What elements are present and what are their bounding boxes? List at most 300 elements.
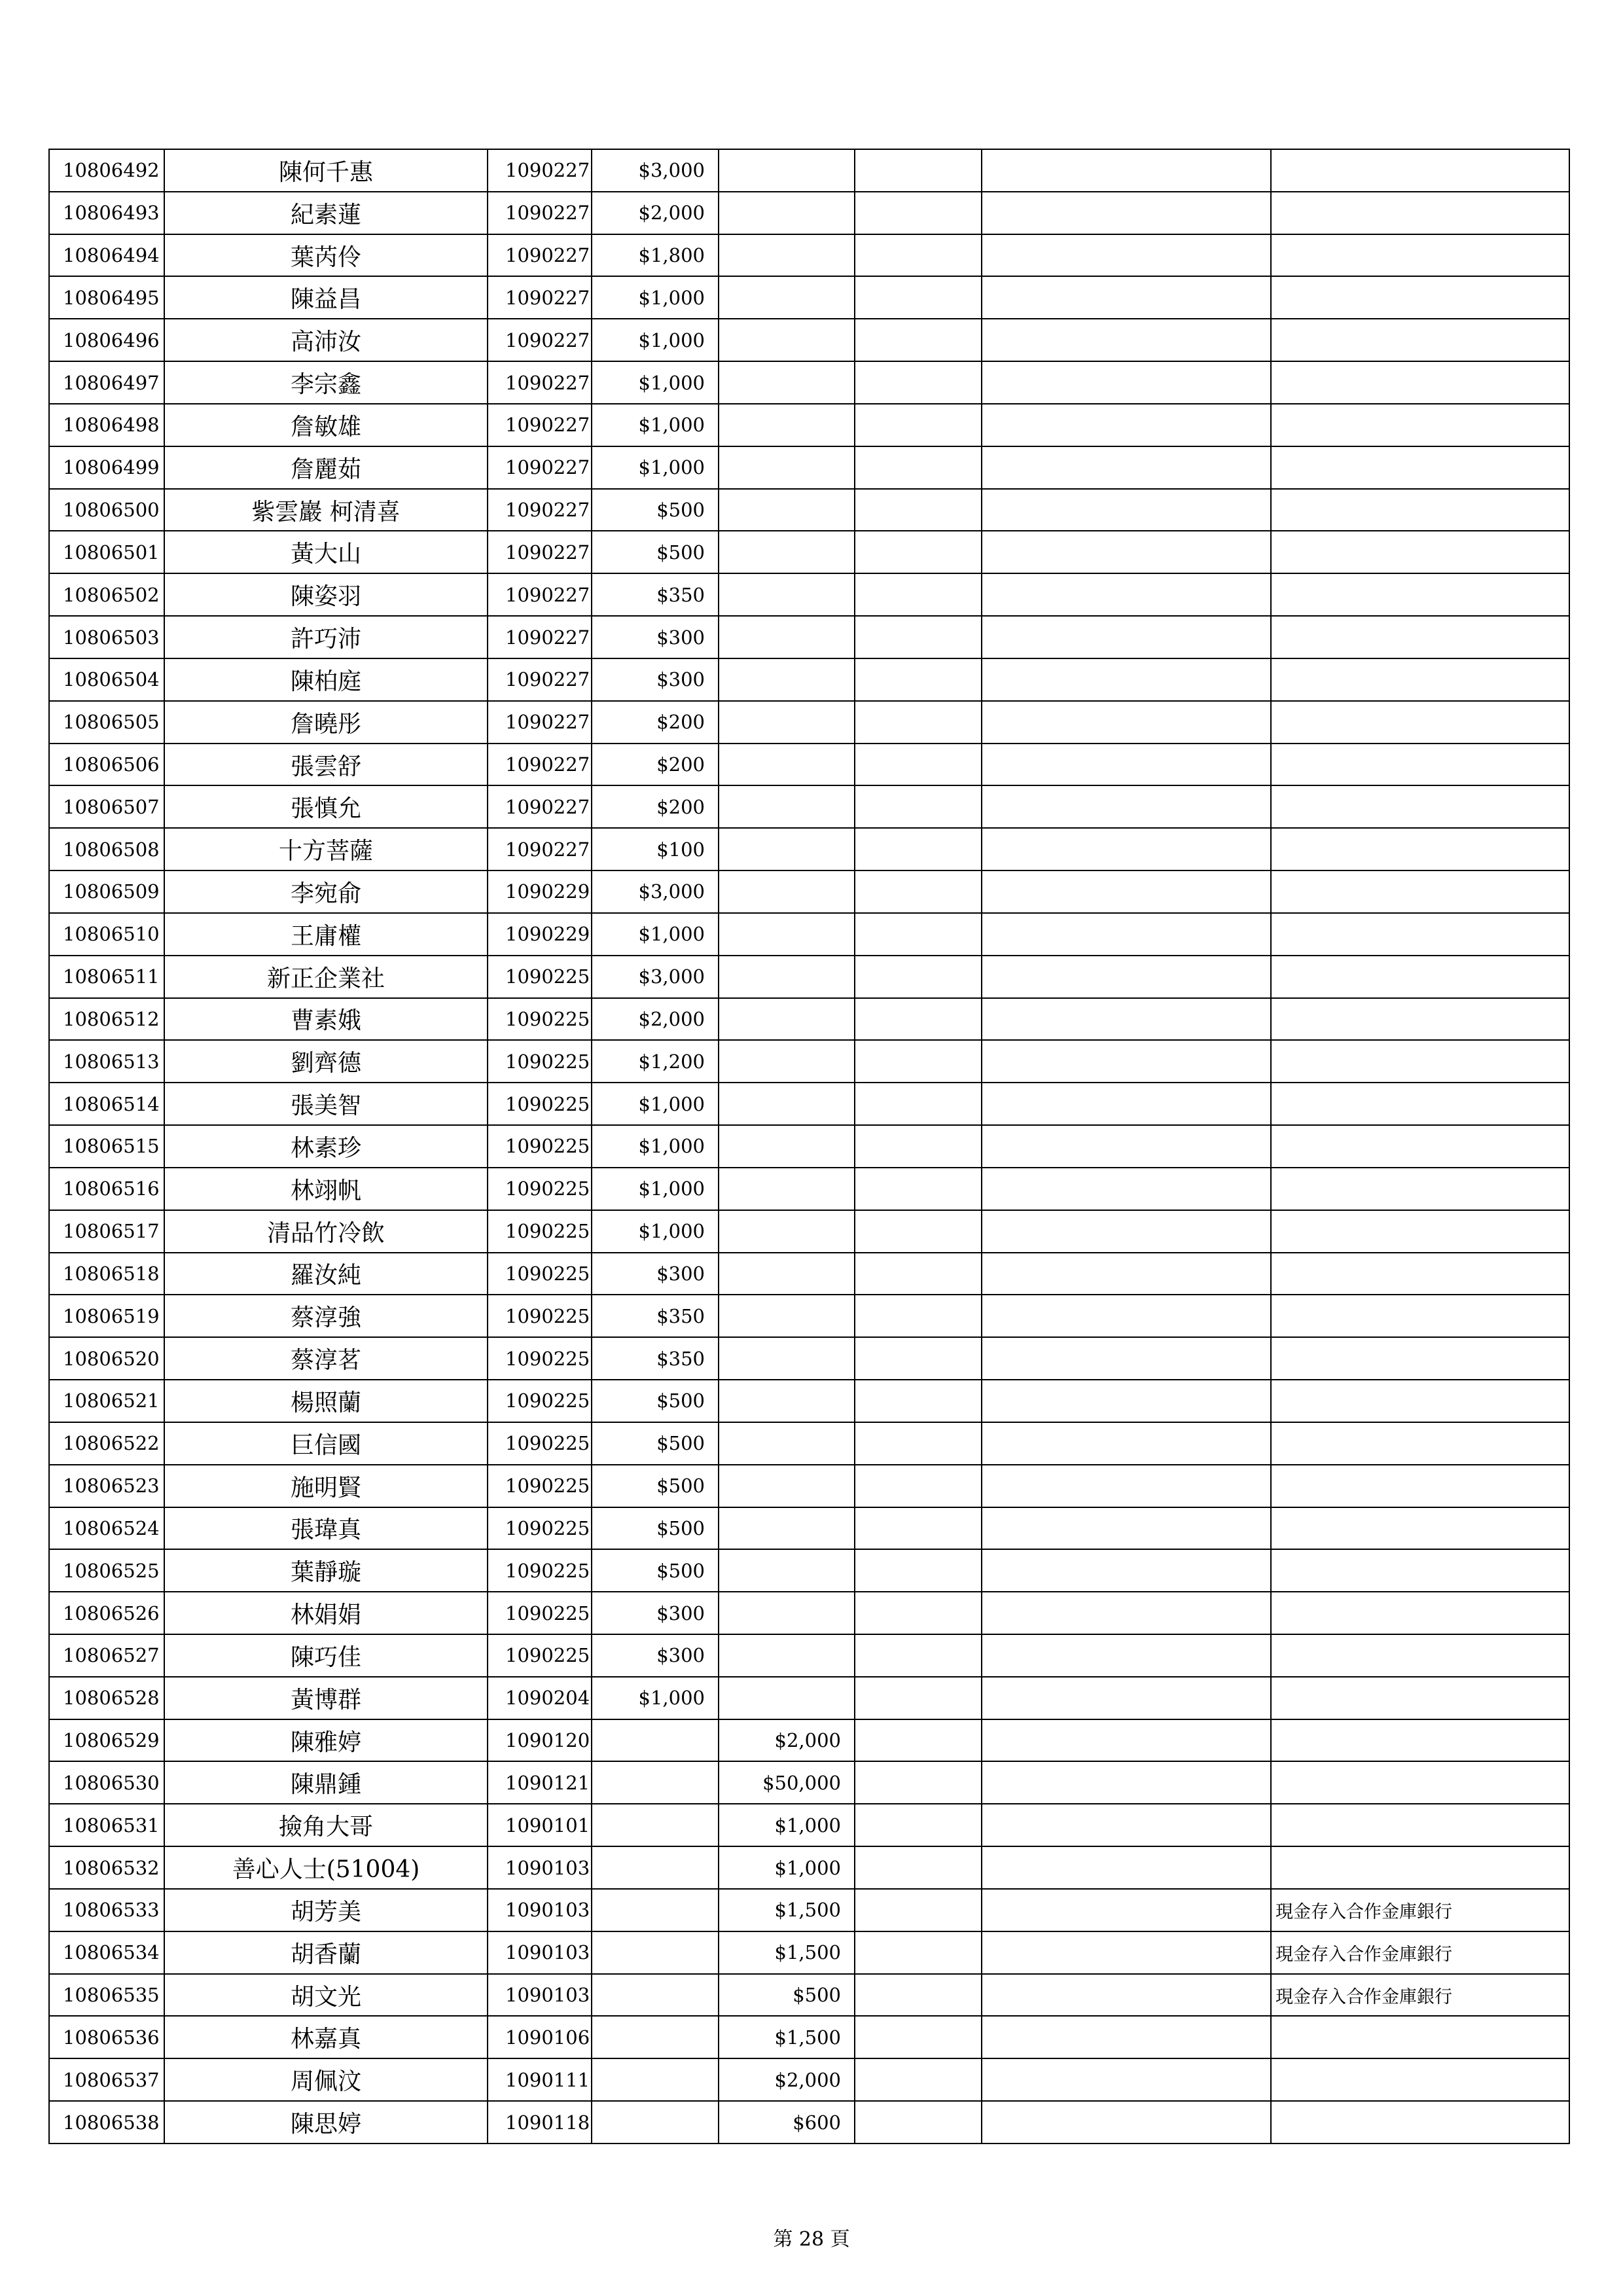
amount-cell	[592, 1846, 719, 1889]
amount-cell-secondary: $1,500	[719, 1931, 855, 1974]
amount-cell: $1,000	[592, 1210, 719, 1253]
table-row	[49, 1761, 1569, 1804]
amount-cell: $300	[592, 616, 719, 658]
receipt-number-cell: 10806530	[49, 1761, 164, 1804]
table-row	[49, 2058, 1569, 2101]
empty-cell	[855, 998, 982, 1041]
amount-cell-secondary	[719, 573, 855, 616]
amount-cell	[592, 1761, 719, 1804]
date-cell: 1090121	[488, 1761, 592, 1804]
empty-cell	[982, 1337, 1271, 1380]
note-cell	[1271, 913, 1569, 956]
table-row	[49, 531, 1569, 573]
table-row	[49, 956, 1569, 998]
empty-cell	[982, 1804, 1271, 1846]
note-cell	[1271, 192, 1569, 234]
note-cell	[1271, 2058, 1569, 2101]
amount-cell: $500	[592, 1549, 719, 1592]
receipt-number-cell: 10806497	[49, 361, 164, 404]
note-cell	[1271, 276, 1569, 319]
empty-cell	[982, 1210, 1271, 1253]
receipt-number-cell: 10806532	[49, 1846, 164, 1889]
donor-name-cell: 李宛俞	[164, 870, 488, 913]
empty-cell	[855, 1804, 982, 1846]
amount-cell-secondary	[719, 998, 855, 1041]
date-cell: 1090227	[488, 149, 592, 192]
empty-cell	[982, 1125, 1271, 1168]
table-row	[49, 192, 1569, 234]
date-cell: 1090227	[488, 361, 592, 404]
empty-cell	[855, 1507, 982, 1550]
amount-cell-secondary	[719, 828, 855, 870]
amount-cell: $500	[592, 531, 719, 573]
empty-cell	[855, 361, 982, 404]
page-number: 第 28 頁	[773, 2228, 850, 2251]
donor-name-cell: 高沛汝	[164, 319, 488, 361]
amount-cell: $2,000	[592, 192, 719, 234]
table-row	[49, 1465, 1569, 1507]
amount-cell-secondary	[719, 531, 855, 573]
date-cell: 1090227	[488, 573, 592, 616]
note-cell	[1271, 1592, 1569, 1634]
empty-cell	[982, 1040, 1271, 1083]
receipt-number-cell: 10806523	[49, 1465, 164, 1507]
receipt-number-cell: 10806538	[49, 2101, 164, 2144]
donor-name-cell: 陳鼎鍾	[164, 1761, 488, 1804]
donor-name-cell: 張美智	[164, 1083, 488, 1125]
receipt-number-cell: 10806518	[49, 1253, 164, 1295]
donor-name-cell: 黃博群	[164, 1677, 488, 1719]
empty-cell	[982, 744, 1271, 786]
amount-cell: $100	[592, 828, 719, 870]
empty-cell	[855, 1592, 982, 1634]
empty-cell	[982, 1465, 1271, 1507]
date-cell: 1090229	[488, 913, 592, 956]
date-cell: 1090118	[488, 2101, 592, 2144]
note-cell	[1271, 531, 1569, 573]
empty-cell	[855, 870, 982, 913]
amount-cell: $1,800	[592, 234, 719, 277]
table-row	[49, 361, 1569, 404]
empty-cell	[982, 1931, 1271, 1974]
empty-cell	[855, 1549, 982, 1592]
amount-cell: $350	[592, 1295, 719, 1337]
receipt-number-cell: 10806528	[49, 1677, 164, 1719]
amount-cell	[592, 1974, 719, 2017]
table-row	[49, 319, 1569, 361]
donor-name-cell: 詹麗茹	[164, 446, 488, 489]
receipt-number-cell: 10806533	[49, 1889, 164, 1931]
table-row	[49, 1974, 1569, 2017]
empty-cell	[982, 1083, 1271, 1125]
amount-cell: $1,000	[592, 1083, 719, 1125]
amount-cell: $1,000	[592, 1125, 719, 1168]
note-cell	[1271, 1210, 1569, 1253]
amount-cell-secondary	[719, 701, 855, 744]
date-cell: 1090106	[488, 2016, 592, 2058]
empty-cell	[855, 234, 982, 277]
empty-cell	[982, 616, 1271, 658]
donor-name-cell: 胡香蘭	[164, 1931, 488, 1974]
table-row	[49, 1549, 1569, 1592]
empty-cell	[855, 319, 982, 361]
empty-cell	[855, 1210, 982, 1253]
empty-cell	[982, 956, 1271, 998]
donor-name-cell: 楊照蘭	[164, 1380, 488, 1422]
note-cell	[1271, 744, 1569, 786]
date-cell: 1090225	[488, 1592, 592, 1634]
table-row	[49, 1719, 1569, 1762]
note-cell	[1271, 489, 1569, 531]
empty-cell	[982, 913, 1271, 956]
amount-cell-secondary	[719, 1295, 855, 1337]
amount-cell	[592, 2058, 719, 2101]
note-cell	[1271, 1549, 1569, 1592]
empty-cell	[855, 1931, 982, 1974]
note-cell	[1271, 870, 1569, 913]
table-row	[49, 2101, 1569, 2144]
donor-name-cell: 張瑋真	[164, 1507, 488, 1550]
date-cell: 1090227	[488, 276, 592, 319]
empty-cell	[982, 573, 1271, 616]
note-cell	[1271, 1677, 1569, 1719]
note-cell	[1271, 1380, 1569, 1422]
receipt-number-cell: 10806505	[49, 701, 164, 744]
empty-cell	[855, 192, 982, 234]
note-cell	[1271, 998, 1569, 1041]
receipt-number-cell: 10806535	[49, 1974, 164, 2017]
receipt-number-cell: 10806534	[49, 1931, 164, 1974]
table-row	[49, 1931, 1569, 1974]
table-row	[49, 1040, 1569, 1083]
amount-cell	[592, 2101, 719, 2144]
amount-cell-secondary	[719, 1083, 855, 1125]
date-cell: 1090227	[488, 446, 592, 489]
empty-cell	[982, 1549, 1271, 1592]
note-cell	[1271, 361, 1569, 404]
receipt-number-cell: 10806493	[49, 192, 164, 234]
donor-name-cell: 善心人士(51004)	[164, 1846, 488, 1889]
date-cell: 1090101	[488, 1804, 592, 1846]
amount-cell	[592, 2016, 719, 2058]
empty-cell	[982, 446, 1271, 489]
empty-cell	[855, 1380, 982, 1422]
amount-cell-secondary	[719, 616, 855, 658]
empty-cell	[982, 149, 1271, 192]
receipt-number-cell: 10806515	[49, 1125, 164, 1168]
amount-cell-secondary: $1,500	[719, 1889, 855, 1931]
note-cell	[1271, 319, 1569, 361]
empty-cell	[855, 828, 982, 870]
empty-cell	[982, 1677, 1271, 1719]
amount-cell: $1,000	[592, 1677, 719, 1719]
amount-cell: $300	[592, 1592, 719, 1634]
empty-cell	[982, 361, 1271, 404]
note-cell: 現金存入合作金庫銀行	[1271, 1974, 1569, 2017]
note-cell	[1271, 1168, 1569, 1210]
date-cell: 1090227	[488, 701, 592, 744]
table-row	[49, 1804, 1569, 1846]
table-row	[49, 1422, 1569, 1465]
donor-name-cell: 黃大山	[164, 531, 488, 573]
empty-cell	[855, 1295, 982, 1337]
amount-cell	[592, 1804, 719, 1846]
receipt-number-cell: 10806507	[49, 785, 164, 828]
empty-cell	[855, 616, 982, 658]
amount-cell: $1,000	[592, 446, 719, 489]
empty-cell	[982, 870, 1271, 913]
date-cell: 1090103	[488, 1846, 592, 1889]
table-row	[49, 276, 1569, 319]
donor-name-cell: 蔡淳茗	[164, 1337, 488, 1380]
receipt-number-cell: 10806500	[49, 489, 164, 531]
note-cell	[1271, 1804, 1569, 1846]
donor-name-cell: 胡文光	[164, 1974, 488, 2017]
empty-cell	[982, 1889, 1271, 1931]
note-cell	[1271, 234, 1569, 277]
amount-cell-secondary	[719, 149, 855, 192]
empty-cell	[855, 1253, 982, 1295]
table-body	[49, 149, 1569, 2144]
empty-cell	[982, 785, 1271, 828]
empty-cell	[855, 2101, 982, 2144]
donor-name-cell: 巨信國	[164, 1422, 488, 1465]
empty-cell	[855, 1974, 982, 2017]
empty-cell	[855, 744, 982, 786]
table-row	[49, 870, 1569, 913]
donor-name-cell: 陳姿羽	[164, 573, 488, 616]
receipt-number-cell: 10806504	[49, 658, 164, 701]
amount-cell-secondary	[719, 913, 855, 956]
receipt-number-cell: 10806517	[49, 1210, 164, 1253]
note-cell	[1271, 828, 1569, 870]
amount-cell: $350	[592, 1337, 719, 1380]
empty-cell	[855, 1761, 982, 1804]
empty-cell	[855, 1083, 982, 1125]
date-cell: 1090225	[488, 1083, 592, 1125]
donor-name-cell: 林娟娟	[164, 1592, 488, 1634]
note-cell: 現金存入合作金庫銀行	[1271, 1931, 1569, 1974]
donor-name-cell: 林嘉真	[164, 2016, 488, 2058]
empty-cell	[982, 276, 1271, 319]
amount-cell-secondary	[719, 870, 855, 913]
empty-cell	[855, 404, 982, 446]
amount-cell	[592, 1931, 719, 1974]
receipt-number-cell: 10806499	[49, 446, 164, 489]
note-cell	[1271, 1040, 1569, 1083]
empty-cell	[855, 573, 982, 616]
date-cell: 1090227	[488, 658, 592, 701]
amount-cell-secondary	[719, 1253, 855, 1295]
amount-cell: $300	[592, 658, 719, 701]
date-cell: 1090227	[488, 489, 592, 531]
date-cell: 1090225	[488, 1549, 592, 1592]
amount-cell	[592, 1719, 719, 1762]
empty-cell	[855, 1465, 982, 1507]
empty-cell	[855, 1337, 982, 1380]
date-cell: 1090204	[488, 1677, 592, 1719]
empty-cell	[982, 192, 1271, 234]
note-cell	[1271, 446, 1569, 489]
amount-cell-secondary	[719, 1592, 855, 1634]
empty-cell	[982, 998, 1271, 1041]
table-row	[49, 1634, 1569, 1677]
table-row	[49, 1380, 1569, 1422]
note-cell: 現金存入合作金庫銀行	[1271, 1889, 1569, 1931]
amount-cell-secondary	[719, 1168, 855, 1210]
note-cell	[1271, 1337, 1569, 1380]
table-row	[49, 1253, 1569, 1295]
table-row	[49, 404, 1569, 446]
empty-cell	[855, 1889, 982, 1931]
date-cell: 1090229	[488, 870, 592, 913]
donor-name-cell: 許巧沛	[164, 616, 488, 658]
amount-cell-secondary: $1,000	[719, 1804, 855, 1846]
amount-cell-secondary	[719, 276, 855, 319]
empty-cell	[855, 1422, 982, 1465]
empty-cell	[855, 913, 982, 956]
note-cell	[1271, 1719, 1569, 1762]
table-row	[49, 1889, 1569, 1931]
amount-cell-secondary	[719, 1465, 855, 1507]
amount-cell-secondary	[719, 1507, 855, 1550]
amount-cell-secondary: $2,000	[719, 2058, 855, 2101]
donor-name-cell: 林翊帆	[164, 1168, 488, 1210]
amount-cell-secondary: $1,500	[719, 2016, 855, 2058]
donor-name-cell: 張雲舒	[164, 744, 488, 786]
amount-cell-secondary	[719, 234, 855, 277]
empty-cell	[982, 1846, 1271, 1889]
amount-cell: $200	[592, 744, 719, 786]
receipt-number-cell: 10806536	[49, 2016, 164, 2058]
table-row	[49, 1507, 1569, 1550]
donor-name-cell: 清品竹冷飲	[164, 1210, 488, 1253]
amount-cell-secondary	[719, 1337, 855, 1380]
amount-cell-secondary	[719, 1210, 855, 1253]
receipt-number-cell: 10806525	[49, 1549, 164, 1592]
empty-cell	[982, 1168, 1271, 1210]
donor-name-cell: 新正企業社	[164, 956, 488, 998]
table-row	[49, 1677, 1569, 1719]
amount-cell-secondary	[719, 1040, 855, 1083]
donation-table	[48, 149, 1570, 2144]
receipt-number-cell: 10806531	[49, 1804, 164, 1846]
note-cell	[1271, 1507, 1569, 1550]
empty-cell	[855, 149, 982, 192]
donor-name-cell: 張慎允	[164, 785, 488, 828]
empty-cell	[982, 319, 1271, 361]
empty-cell	[855, 1634, 982, 1677]
donor-name-cell: 陳思婷	[164, 2101, 488, 2144]
receipt-number-cell: 10806501	[49, 531, 164, 573]
donor-name-cell: 詹敏雄	[164, 404, 488, 446]
table-row	[49, 828, 1569, 870]
table-row	[49, 446, 1569, 489]
donor-name-cell: 林素珍	[164, 1125, 488, 1168]
receipt-number-cell: 10806494	[49, 234, 164, 277]
date-cell: 1090225	[488, 1337, 592, 1380]
table-row	[49, 1295, 1569, 1337]
amount-cell-secondary	[719, 785, 855, 828]
note-cell	[1271, 616, 1569, 658]
amount-cell-secondary: $50,000	[719, 1761, 855, 1804]
donor-name-cell: 胡芳美	[164, 1889, 488, 1931]
receipt-number-cell: 10806512	[49, 998, 164, 1041]
amount-cell-secondary	[719, 1677, 855, 1719]
table-row	[49, 913, 1569, 956]
amount-cell-secondary	[719, 446, 855, 489]
empty-cell	[855, 446, 982, 489]
amount-cell: $1,000	[592, 404, 719, 446]
date-cell: 1090225	[488, 1168, 592, 1210]
amount-cell: $1,000	[592, 276, 719, 319]
donor-name-cell: 十方菩薩	[164, 828, 488, 870]
date-cell: 1090225	[488, 1125, 592, 1168]
date-cell: 1090227	[488, 531, 592, 573]
empty-cell	[982, 1507, 1271, 1550]
amount-cell-secondary	[719, 319, 855, 361]
table-row	[49, 1125, 1569, 1168]
donor-name-cell: 葉靜璇	[164, 1549, 488, 1592]
receipt-number-cell: 10806527	[49, 1634, 164, 1677]
receipt-number-cell: 10806496	[49, 319, 164, 361]
donor-name-cell: 紫雲巖 柯清喜	[164, 489, 488, 531]
empty-cell	[982, 1295, 1271, 1337]
table-row	[49, 616, 1569, 658]
date-cell: 1090103	[488, 1889, 592, 1931]
donor-name-cell: 陳柏庭	[164, 658, 488, 701]
amount-cell-secondary	[719, 1549, 855, 1592]
date-cell: 1090225	[488, 1380, 592, 1422]
table-row	[49, 234, 1569, 277]
table-row	[49, 744, 1569, 786]
receipt-number-cell: 10806522	[49, 1422, 164, 1465]
table-row	[49, 1210, 1569, 1253]
empty-cell	[982, 1380, 1271, 1422]
empty-cell	[982, 404, 1271, 446]
empty-cell	[982, 2016, 1271, 2058]
empty-cell	[982, 828, 1271, 870]
note-cell	[1271, 2101, 1569, 2144]
donor-name-cell: 曹素娥	[164, 998, 488, 1041]
empty-cell	[855, 956, 982, 998]
table-row	[49, 1337, 1569, 1380]
amount-cell: $350	[592, 573, 719, 616]
receipt-number-cell: 10806510	[49, 913, 164, 956]
receipt-number-cell: 10806502	[49, 573, 164, 616]
amount-cell-secondary	[719, 489, 855, 531]
note-cell	[1271, 1422, 1569, 1465]
date-cell: 1090227	[488, 192, 592, 234]
date-cell: 1090225	[488, 1253, 592, 1295]
note-cell	[1271, 2016, 1569, 2058]
amount-cell: $2,000	[592, 998, 719, 1041]
empty-cell	[855, 489, 982, 531]
empty-cell	[855, 276, 982, 319]
amount-cell: $3,000	[592, 956, 719, 998]
receipt-number-cell: 10806524	[49, 1507, 164, 1550]
amount-cell: $1,000	[592, 361, 719, 404]
table-row	[49, 658, 1569, 701]
amount-cell-secondary	[719, 956, 855, 998]
amount-cell: $500	[592, 1422, 719, 1465]
amount-cell-secondary	[719, 744, 855, 786]
table-row	[49, 489, 1569, 531]
note-cell	[1271, 956, 1569, 998]
empty-cell	[855, 1168, 982, 1210]
amount-cell-secondary	[719, 1634, 855, 1677]
date-cell: 1090103	[488, 1974, 592, 2017]
